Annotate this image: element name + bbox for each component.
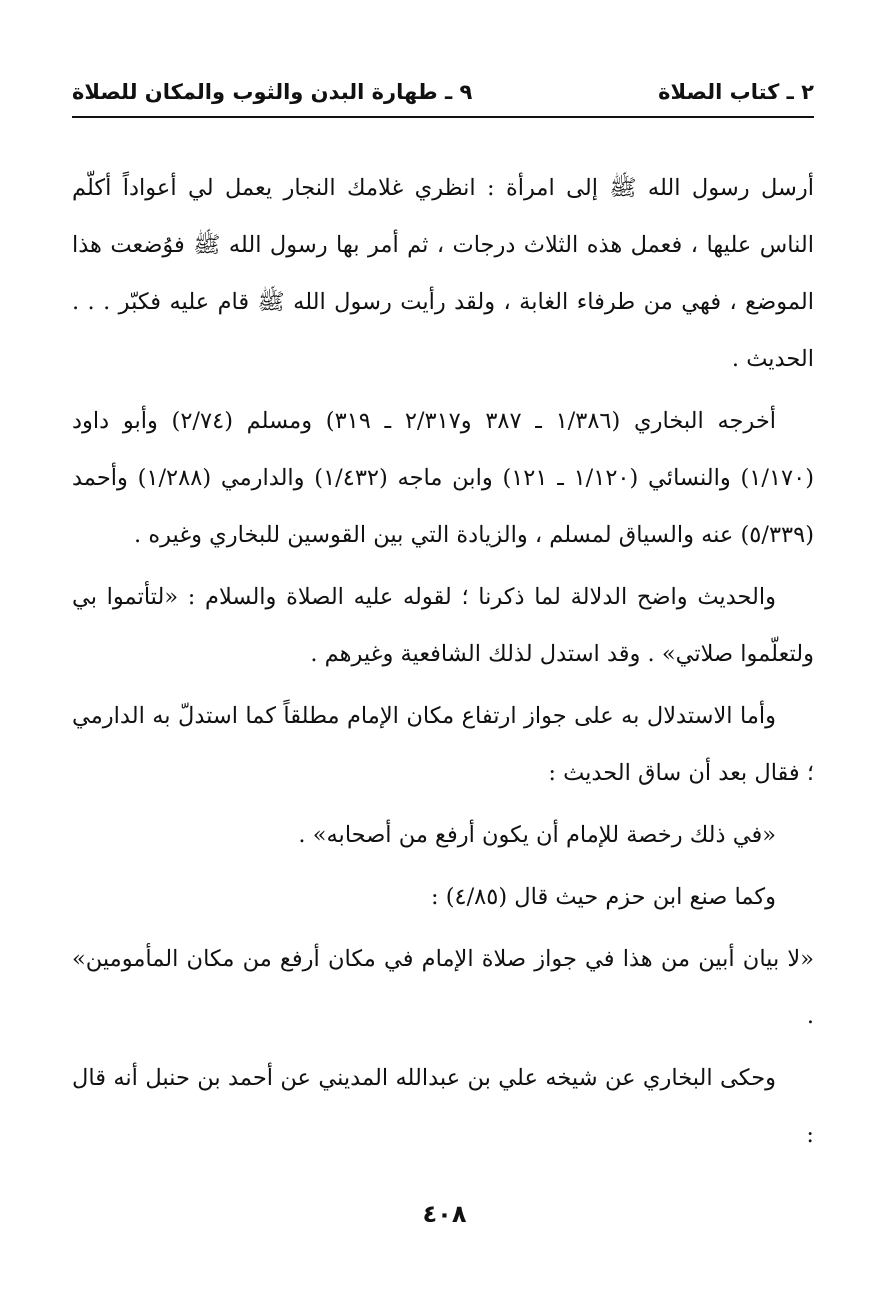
paragraph-darimi-intro: وأما الاستدلال به على جواز ارتفاع مكان الإمام مطلقاً كما استدلّ به الدارمي ؛ فقال بعد أن ساق الحديث : [72,703,814,786]
paragraph-darimi-quote: «في ذلك رخصة للإمام أن يكون أرفع من أصحابه» . [298,822,776,848]
header-section-title: ٩ ـ طهارة البدن والثوب والمكان للصلاة [72,80,473,104]
header-chapter-title: ٢ ـ كتاب الصلاة [658,80,814,104]
paragraph-ibn-hazm-intro: وكما صنع ابن حزم حيث قال (٤/٨٥) : [430,884,776,910]
paragraph-bukhari-report: وحكى البخاري عن شيخه علي بن عبدالله المديني عن أحمد بن حنبل أنه قال : [72,1065,814,1148]
running-header [72,70,814,114]
paragraph-takhrij: أخرجه البخاري (١/٣٨٦ ـ ٣٨٧ و٢/٣١٧ ـ ٣١٩) ومسلم (٢/٧٤) وأبو داود (١/١٧٠) والنسائي (١/١٢٠ ـ ١٢١) وابن ماجه (١/٤٣٢) والدارمي (١/٢٨٨) وأحمد (٥/٣٣٩) عنه والسياق لمسلم ، والزيادة التي بين القوسين للبخاري وغيره . [72,408,814,548]
body-text [72,160,814,1169]
paragraph-hadith-text: أرسل رسول الله ﷺ إلى امرأة : انظري غلامك النجار يعمل لي أعواداً أكلّم الناس عليها ، فعمل هذه الثلاث درجات ، ثم أمر بها رسول الله ﷺ فوُضعت هذا الموضع ، فهي من طرفاء الغابة ، ولقد رأيت رسول الله ﷺ قام عليه فكبّر . . . الحديث . [72,175,814,372]
paragraph-ibn-hazm-quote: «لا بيان أبين من هذا في جواز صلاة الإمام في مكان أرفع من مكان المأمومين» . [72,946,814,1029]
header-divider [72,116,814,118]
page-number: ٤٠٨ [422,1200,467,1228]
paragraph-evidence: والحديث واضح الدلالة لما ذكرنا ؛ لقوله عليه الصلاة والسلام : «لتأتموا بي ولتعلّموا صلاتي» . وقد استدل لذلك الشافعية وغيرهم . [72,584,814,667]
